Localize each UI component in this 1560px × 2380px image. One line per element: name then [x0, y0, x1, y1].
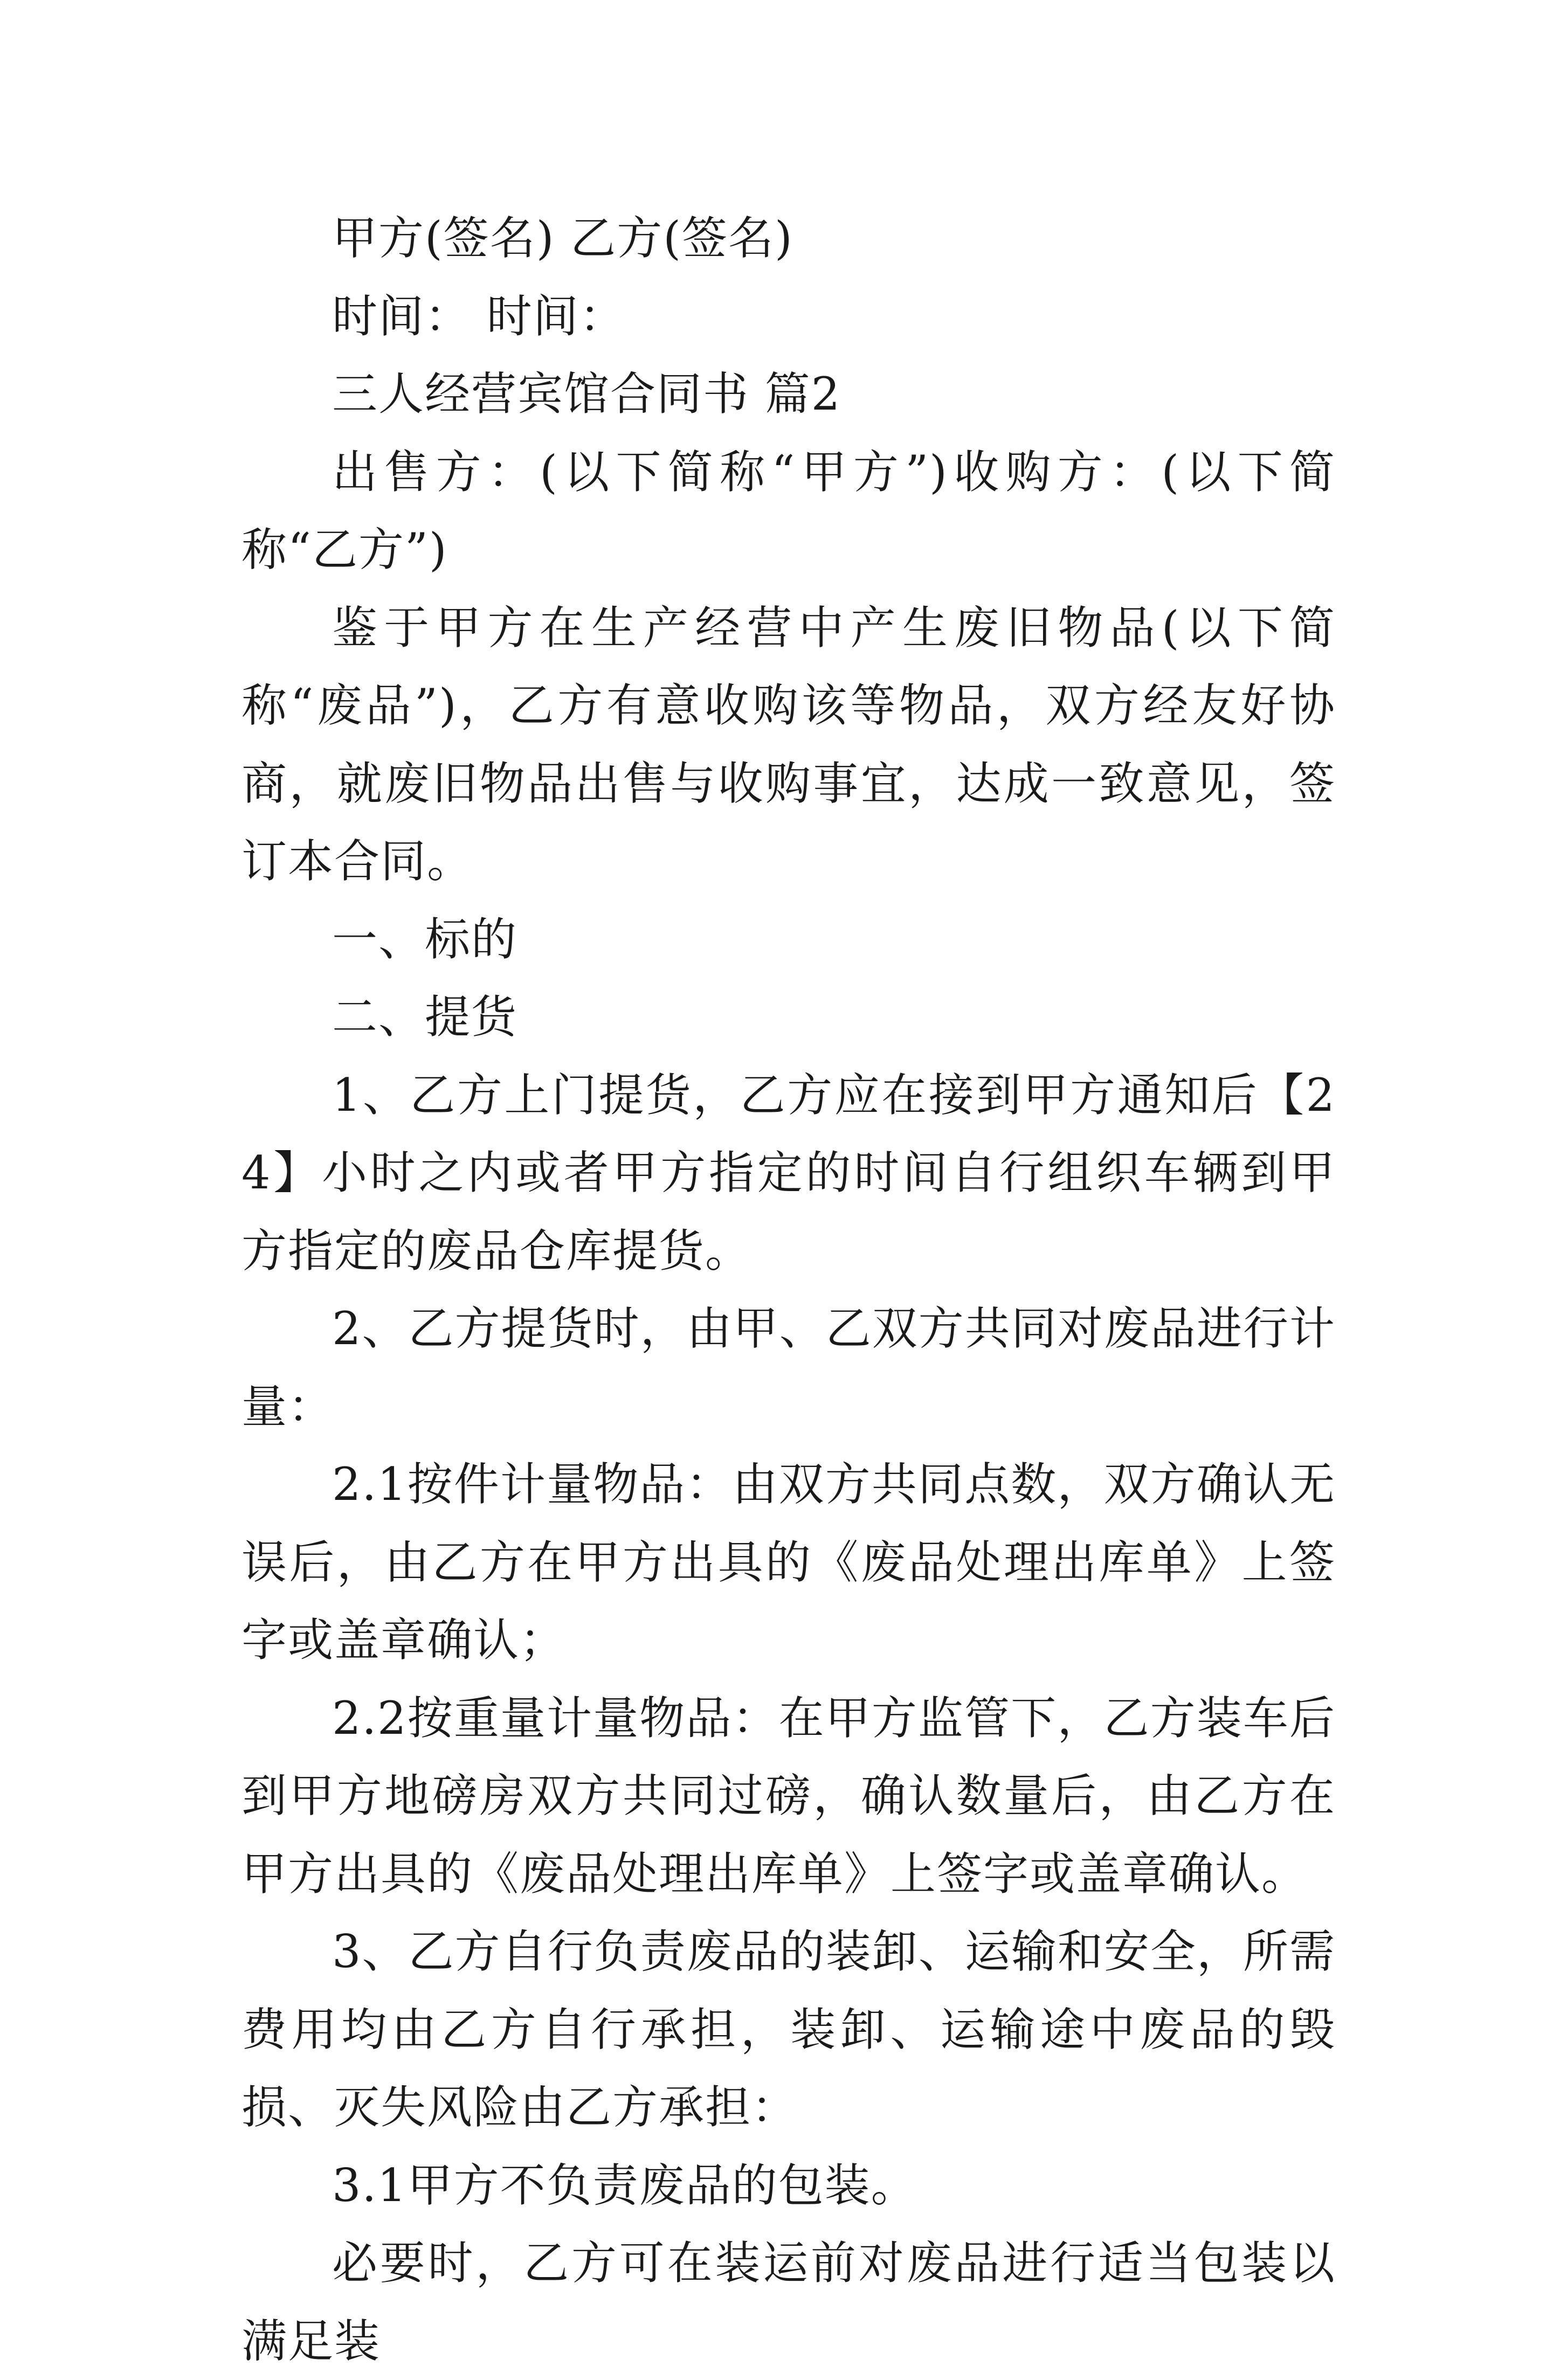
- clause-heading-subject: 一、标的: [332, 912, 518, 966]
- date-line: 时间： 时间：: [332, 289, 626, 343]
- signature-line: 甲方(签名) 乙方(签名): [332, 212, 793, 265]
- clause-2-1-paragraph: 2.1按件计量物品：由双方共同点数，双方确认无误后，由乙方在甲方出具的《废品处理出库单》上签字或盖章确认；: [241, 1458, 1336, 1666]
- continuation-paragraph: 必要时，乙方可在装运前对废品进行适当包装以满足装: [241, 2237, 1336, 2368]
- clause-2-paragraph: 2、乙方提货时，由甲、乙双方共同对废品进行计量：: [241, 1302, 1336, 1433]
- document-body: [241, 199, 1336, 2380]
- preamble-paragraph: 鉴于甲方在生产经营中产生废旧物品(以下简称“废品”)，乙方有意收购该等物品，双方经友好协商，就废旧物品出售与收购事宜，达成一致意见，签订本合同。: [241, 601, 1336, 888]
- clause-1-paragraph: 1、乙方上门提货，乙方应在接到甲方通知后【24】小时之内或者甲方指定的时间自行组织车辆到甲方指定的废品仓库提货。: [241, 1068, 1336, 1277]
- clause-2-2-paragraph: 2.2按重量计量物品：在甲方监管下，乙方装车后到甲方地磅房双方共同过磅，确认数量后，由乙方在甲方出具的《废品处理出库单》上签字或盖章确认。: [241, 1691, 1336, 1900]
- parties-paragraph: 出售方：(以下简称“甲方”)收购方：(以下简称“乙方”): [241, 445, 1336, 576]
- clause-heading-pickup: 二、提货: [332, 991, 518, 1043]
- clause-3-paragraph: 3、乙方自行负责废品的装卸、运输和安全，所需费用均由乙方自行承担，装卸、运输途中废品的毁损、灭失风险由乙方承担：: [241, 1925, 1336, 2134]
- clause-3-1-paragraph: 3.1甲方不负责废品的包装。: [332, 2158, 917, 2212]
- section-heading: 三人经营宾馆合同书 篇2: [332, 368, 841, 420]
